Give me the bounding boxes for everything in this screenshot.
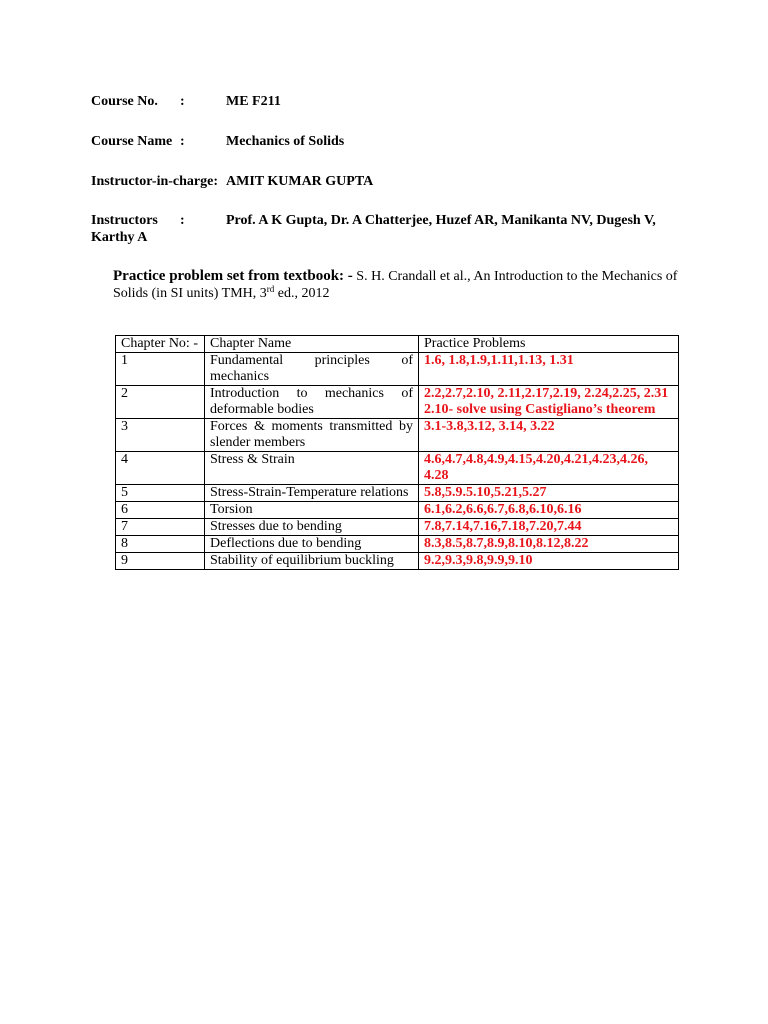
chapter-no-cell: 1: [116, 353, 205, 386]
practice-problems-line: 1.6, 1.8,1.9,1.11,1.13, 1.31: [424, 353, 574, 368]
practice-problems-line: 3.1-3.8,3.12, 3.14, 3.22: [424, 419, 555, 434]
chapter-name-cell: Stress & Strain: [205, 452, 419, 485]
practice-problems-cell: [419, 419, 679, 452]
practice-problems-cell: [419, 386, 679, 419]
header-practice-problems: Practice Problems: [419, 336, 679, 353]
course-no-value: ME F211: [226, 94, 281, 109]
practice-problems-line: 9.2,9.3,9.8,9.9,9.10: [424, 553, 533, 568]
chapter-no-cell: 5: [116, 485, 205, 502]
course-name-value: Mechanics of Solids: [226, 134, 345, 149]
practice-problems-cell: [419, 553, 679, 570]
chapter-no-cell: 4: [116, 452, 205, 485]
chapter-no-cell: 6: [116, 502, 205, 519]
practice-lead: Practice problem set from textbook: -: [113, 268, 353, 284]
practice-problems-line: 4.28: [424, 468, 449, 483]
course-name-colon: :: [180, 134, 185, 149]
chapter-name-cell: Stresses due to bending: [205, 519, 419, 536]
instructors-value: Prof. A K Gupta, Dr. A Chatterjee, Huzef AR, Manikanta NV, Dugesh V,: [226, 213, 656, 228]
practice-problems-cell: [419, 536, 679, 553]
chapter-no-cell: 9: [116, 553, 205, 570]
table-row: [116, 419, 679, 452]
chapter-name-cell: Fundamental principles of mechanics: [205, 353, 419, 386]
practice-problems-line: 2.2,2.7,2.10, 2.11,2.17,2.19, 2.24,2.25, 2.31: [424, 386, 669, 401]
table-header-row: [116, 336, 679, 353]
chapter-name-cell: Stability of equilibrium buckling: [205, 553, 419, 570]
table-row: [116, 502, 679, 519]
chapter-no-cell: 3: [116, 419, 205, 452]
header-chapter-name: Chapter Name: [205, 336, 419, 353]
chapter-no-cell: 8: [116, 536, 205, 553]
practice-problems-line: 7.8,7.14,7.16,7.18,7.20,7.44: [424, 519, 582, 534]
instructors-label: Instructors: [91, 213, 158, 228]
table-row: [116, 353, 679, 386]
practice-problems-cell: [419, 519, 679, 536]
practice-problems-cell: [419, 485, 679, 502]
chapter-name-cell: Stress-Strain-Temperature relations: [205, 485, 419, 502]
edition-superscript: rd: [266, 284, 275, 294]
chapter-name-cell: Torsion: [205, 502, 419, 519]
practice-problems-line: 2.10- solve using Castigliano’s theorem: [424, 402, 656, 417]
practice-problems-line: 5.8,5.9.5.10,5.21,5.27: [424, 485, 547, 500]
table-row: [116, 485, 679, 502]
practice-problems-line: 8.3,8.5,8.7,8.9,8.10,8.12,8.22: [424, 536, 589, 551]
table-row: [116, 553, 679, 570]
chapter-no-cell: 7: [116, 519, 205, 536]
course-name-label: Course Name: [91, 134, 173, 149]
practice-reference-end: ed., 2012: [274, 286, 330, 301]
practice-problems-cell: [419, 452, 679, 485]
chapter-no-cell: 2: [116, 386, 205, 419]
practice-problems-cell: [419, 502, 679, 519]
practice-problems-cell: [419, 353, 679, 386]
practice-paragraph: [113, 268, 683, 302]
practice-reference: S. H. Crandall et al., An Introduction to the Mechanics of Solids (in SI units) TMH, 3: [113, 269, 678, 301]
table-row: [116, 452, 679, 485]
practice-problems-table: [115, 335, 679, 570]
practice-problems-line: 4.6,4.7,4.8,4.9,4.15,4.20,4.21,4.23,4.26,: [424, 452, 648, 467]
instructors-colon: :: [180, 213, 185, 228]
table-body: [116, 336, 679, 570]
header-chapter-no: Chapter No: -: [116, 336, 205, 353]
instructor-in-charge-value: AMIT KUMAR GUPTA: [226, 174, 374, 189]
table-row: [116, 386, 679, 419]
course-no-colon: :: [180, 94, 185, 109]
chapter-name-cell: Deflections due to bending: [205, 536, 419, 553]
course-no-label: Course No.: [91, 94, 158, 109]
chapter-name-cell: Introduction to mechanics of deformable bodies: [205, 386, 419, 419]
chapter-name-cell: Forces & moments transmitted by slender members: [205, 419, 419, 452]
practice-problems-line: 6.1,6.2,6.6,6.7,6.8,6.10,6.16: [424, 502, 582, 517]
table-row: [116, 536, 679, 553]
table-row: [116, 519, 679, 536]
instructors-value-continued: Karthy A: [91, 230, 148, 245]
instructor-in-charge-label: Instructor-in-charge:: [91, 174, 219, 189]
